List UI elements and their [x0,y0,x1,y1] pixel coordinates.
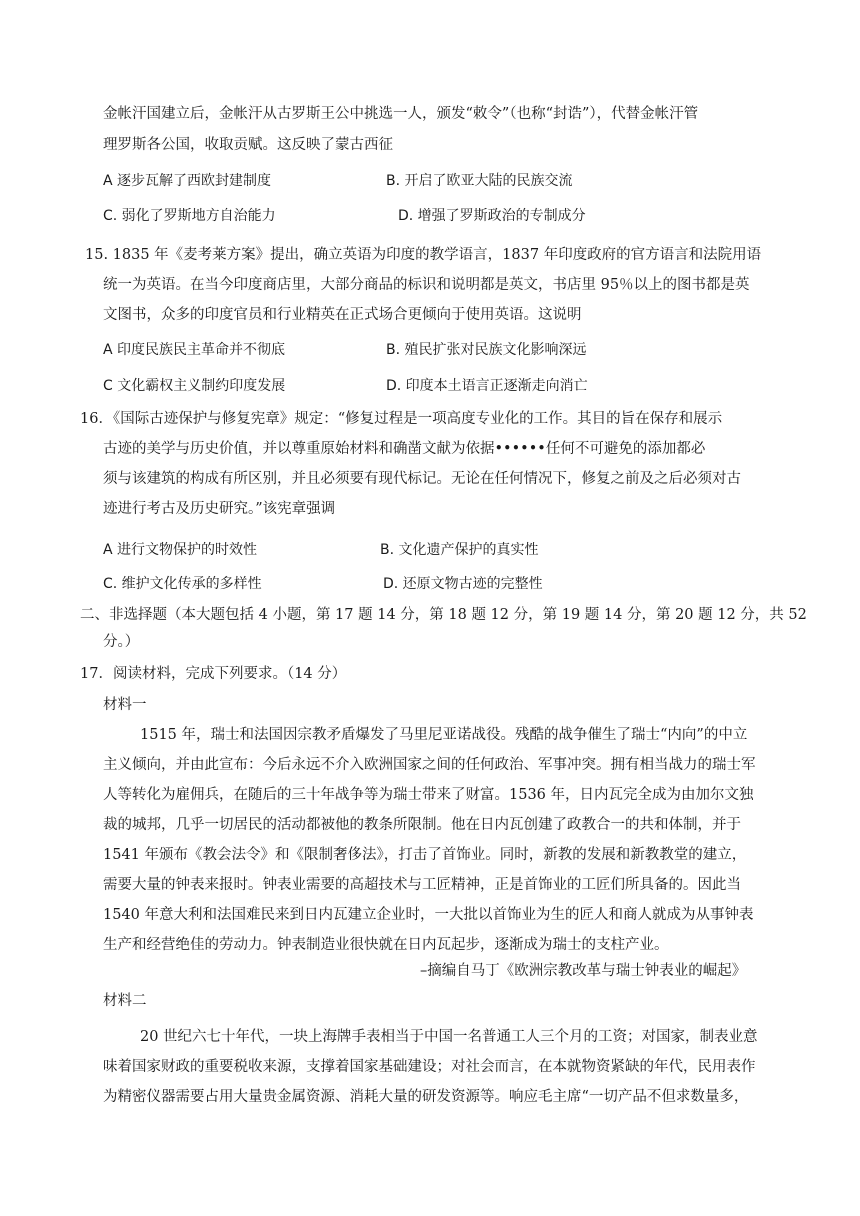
q15-stem-line-2: 统一为英语。在当今印度商店里，大部分商品的标识和说明都是英文，书店里 95％以上的图书都是英 [103,277,750,293]
q15-option-b: B. 殖民扩张对民族文化影响深远 [386,342,587,358]
q17-material1-line-2: 主义倾向，并由此宣布：今后永远不介入欧洲国家之间的任何政治、军事冲突。拥有相当战力的瑞士军 [103,757,756,773]
q16-stem-line-1: 16．《国际古迹保护与修复宪章》规定：“修复过程是一项高度专业化的工作。其目的旨在保存和展示 [80,411,723,427]
q15-stem-line-3: 文图书，众多的印度官员和行业精英在正式场合更倾向于使用英语。这说明 [103,307,582,323]
q17-material1-line-7: 1540 年意大利和法国难民来到日内瓦建立企业时，一大批以首饰业为生的匠人和商人就成为从事钟表 [103,907,754,923]
q16-option-a: A 进行文物保护的时效性 [103,542,258,558]
q16-stem-line-3: 须与该建筑的构成有所区别，并且必须要有现代标记。无论在任何情况下，修复之前及之后必须对古 [103,471,741,487]
q15-option-d: D. 印度本土语言正逐渐走向消亡 [386,378,588,394]
q16-option-c: C. 维护文化传承的多样性 [103,576,262,592]
q17-material1-line-5: 1541 年颁布《教会法令》和《限制奢侈法》，打击了首饰业。同时，新教的发展和新教教堂的建立， [103,847,747,863]
q15-option-c: C 文化霸权主义制约印度发展 [103,378,286,394]
section2-heading-line-1: 二、非选择题（本大题包括 4 小题，第 17 题 14 分，第 18 题 12 分，第 19 题 14 分，第 20 题 12 分，共 52 [80,607,807,623]
q16-stem-line-4: 迹进行考古及历史研究。”该宪章强调 [103,501,336,517]
q17-material1-line-8: 生产和经营绝佳的劳动力。钟表制造业很快就在日内瓦起步，逐渐成为瑞士的支柱产业。 [103,937,669,953]
q14-option-a: A 逐步瓦解了西欧封建制度 [103,173,272,189]
q17-material1-line-4: 裁的城邦，几乎一切居民的活动都被他的教条所限制。他在日内瓦创建了政教合一的共和体制，并于 [103,817,741,833]
q17-material2-line-3: 为精密仪器需要占用大量贵金属资源、消耗大量的研发资源等。响应毛主席“一切产品不但求数量多， [103,1089,749,1105]
q16-option-d: D. 还原文物古迹的完整性 [383,576,543,592]
q16-stem-line-2: 古迹的美学与历史价值，并以尊重原始材料和确凿文献为依据••••••任何不可避免的添加都必 [103,441,706,457]
q15-option-a: A 印度民族民主革命并不彻底 [103,342,286,358]
q14-stem-line-1: 金帐汗国建立后，金帐汗从古罗斯王公中挑选一人，颁发“敕令”（也称“封诰”），代替金帐汗管 [103,106,699,122]
q17-material1-line-1: 1515 年，瑞士和法国因宗教矛盾爆发了马里尼亚诺战役。残酷的战争催生了瑞士“内向”的中立 [140,727,748,743]
q14-stem-line-2: 理罗斯各公国，收取贡赋。这反映了蒙古西征 [103,137,393,153]
q17-material1-line-6: 需要大量的钟表来报时。钟表业需要的高超技术与工匠精神，正是首饰业的工匠们所具备的。因此当 [103,877,741,893]
q14-option-b: B. 开启了欧亚大陆的民族交流 [386,173,573,189]
q17-material1-source: –摘编自马丁《欧洲宗教改革与瑞士钟表业的崛起》 [420,963,747,979]
q17-material1-line-3: 人等转化为雇佣兵，在随后的三十年战争等为瑞士带来了财富。1536 年，日内瓦完全成为由加尔文独 [103,787,754,803]
section2-heading-line-2: 分。） [103,634,140,650]
q17-material2-line-1: 20 世纪六七十年代，一块上海牌手表相当于中国一名普通工人三个月的工资；对国家，制表业意 [140,1029,758,1045]
q17-title: 17．阅读材料，完成下列要求。（14 分） [80,666,347,682]
q17-material2-line-2: 味着国家财政的重要税收来源，支撑着国家基础建设；对社会而言，在本就物资紧缺的年代，民用表作 [103,1059,756,1075]
q16-option-b: B. 文化遗产保护的真实性 [380,542,539,558]
q14-option-d: D. 增强了罗斯政治的专制成分 [398,208,586,224]
q14-option-c: C. 弱化了罗斯地方自治能力 [103,208,276,224]
q17-material1-label: 材料一 [103,697,147,713]
q15-stem-line-1: 15. 1835 年《麦考莱方案》提出，确立英语为印度的教学语言，1837 年印度政府的官方语言和法院用语 [85,247,762,263]
q17-material2-label: 材料二 [103,993,147,1009]
